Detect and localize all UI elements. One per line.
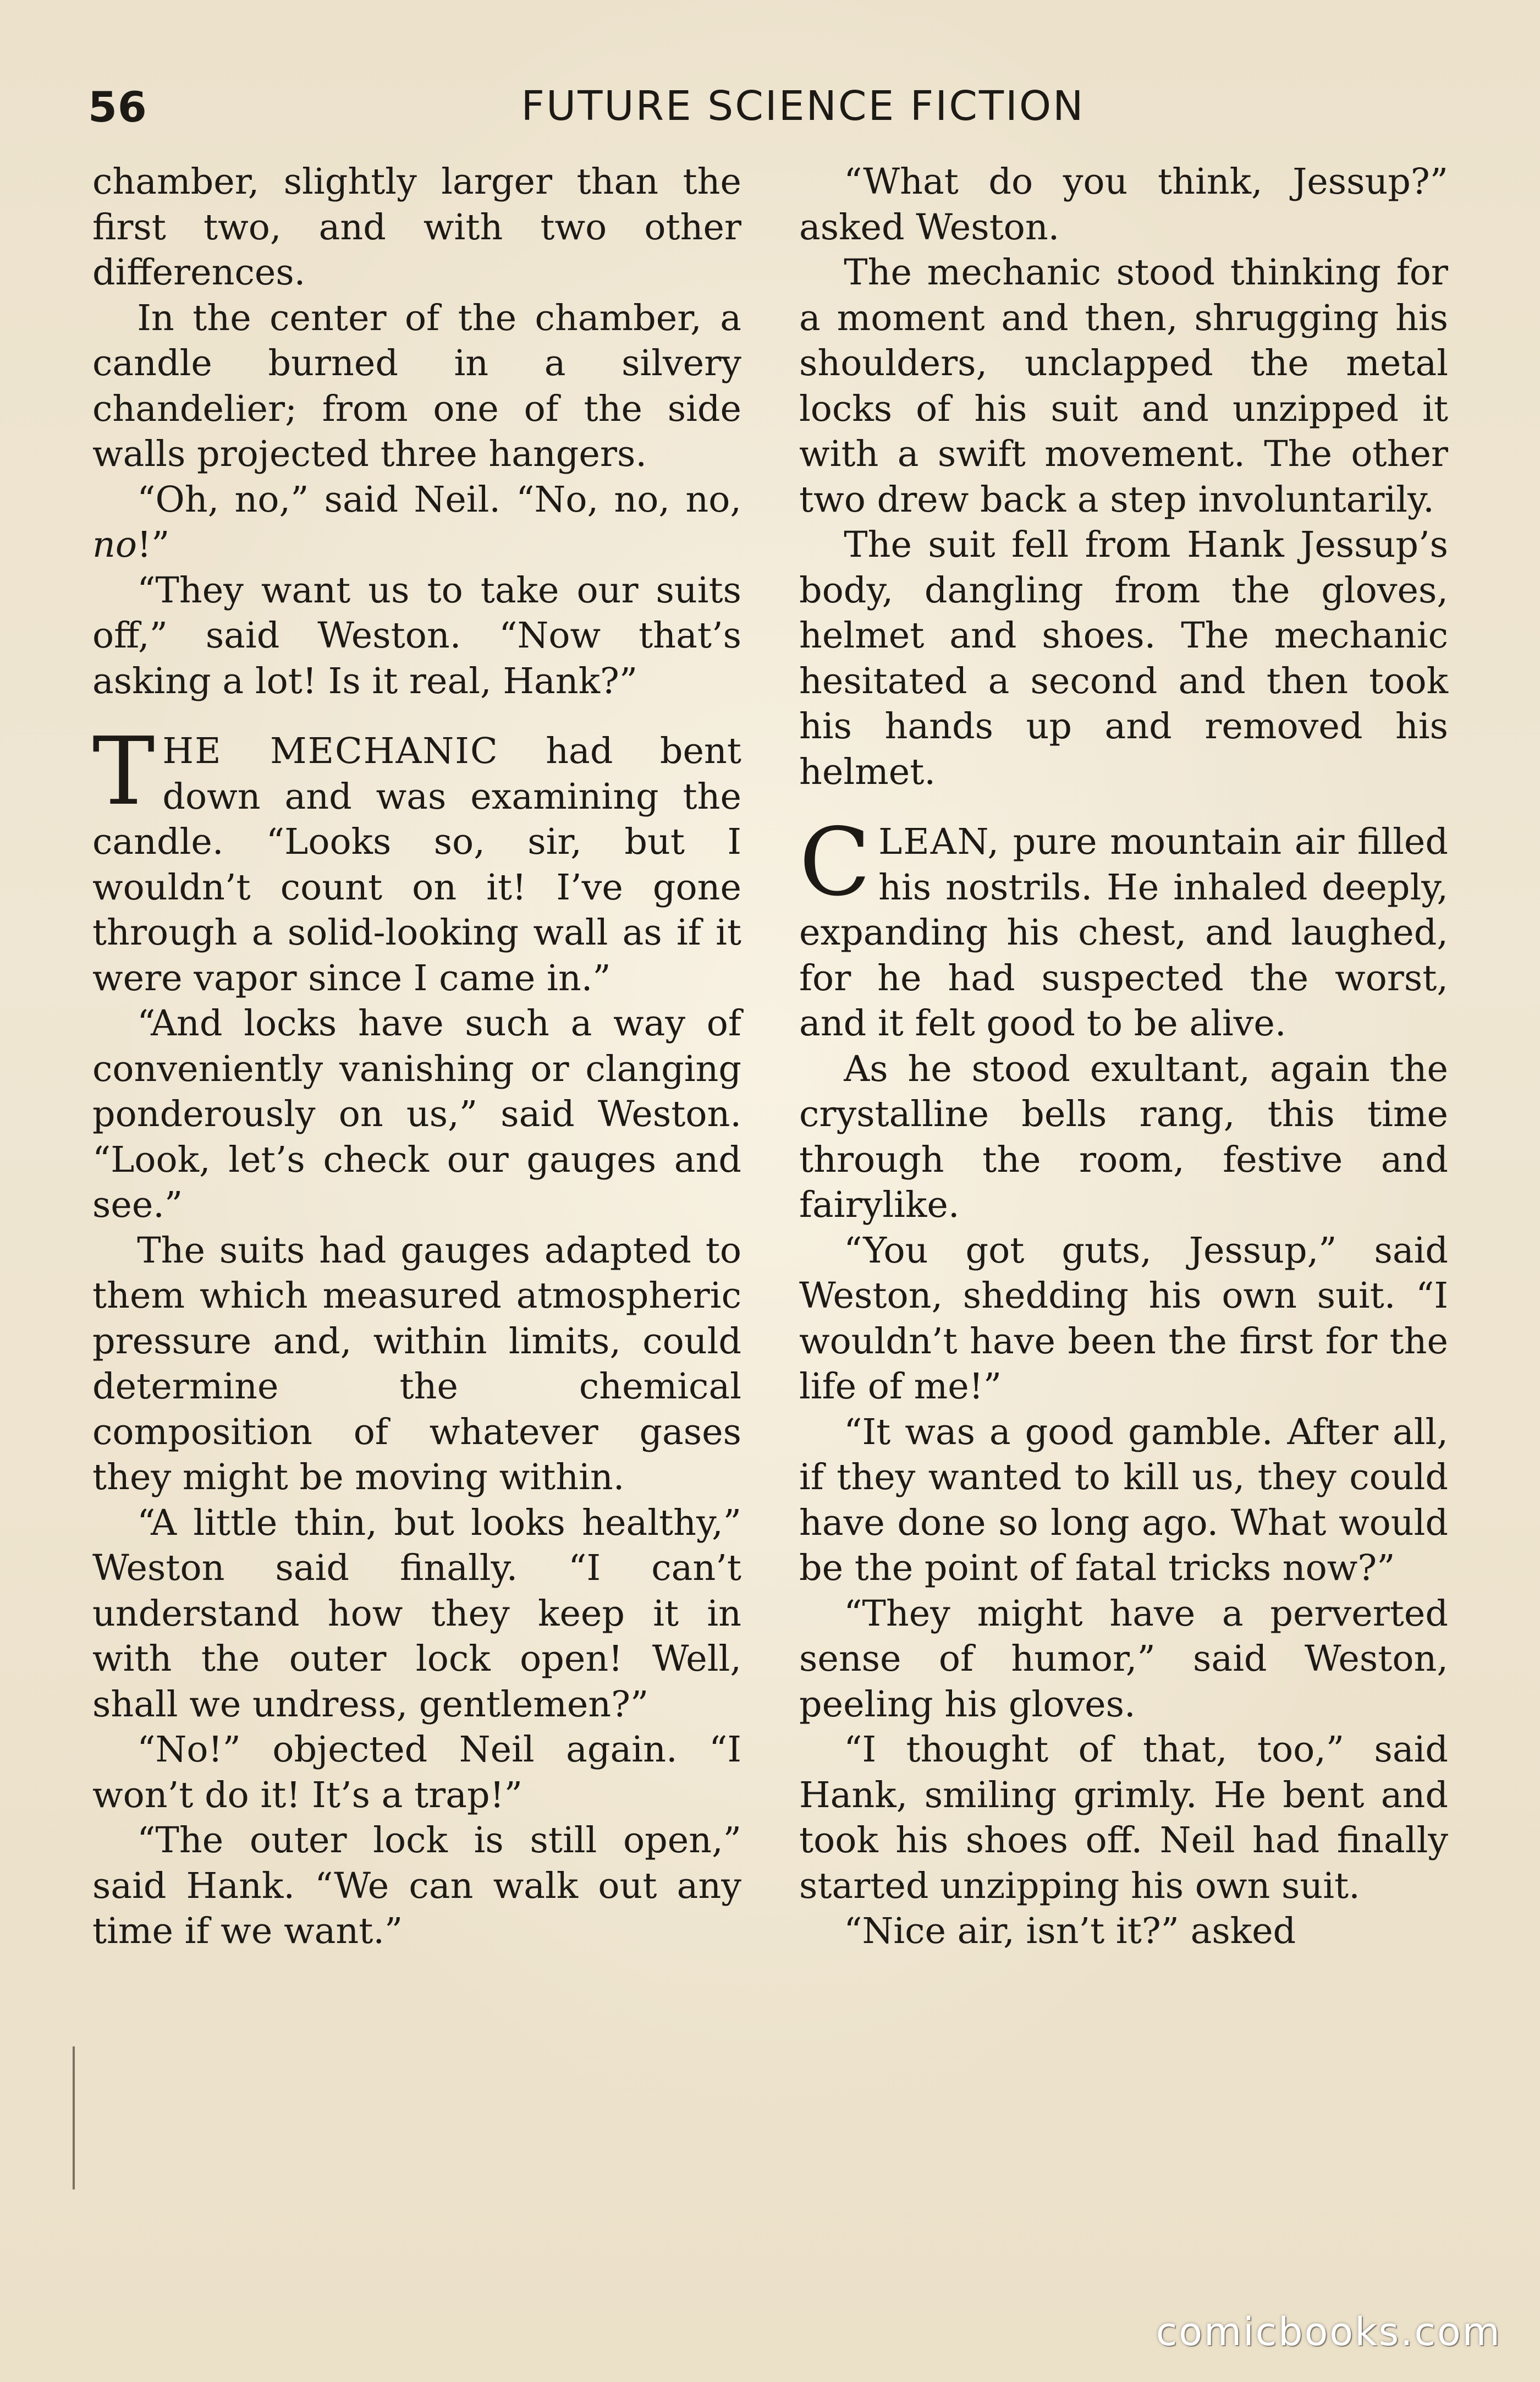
- paragraph-text: had bent down and was examining the candle. “Looks so, sir, but I wouldn’t count on it! I’ve gone through a solid-looking wall as if it were vapor since I came in.”: [92, 731, 741, 999]
- drop-cap: T: [92, 717, 155, 826]
- drop-cap: C: [799, 808, 871, 917]
- paragraph: chamber, slightly larger than the first two, and with two other differences.: [92, 161, 741, 293]
- text-column-right: [799, 160, 1448, 1955]
- binding-mark: [73, 2046, 75, 2189]
- paragraph: [92, 478, 741, 568]
- paragraph: “No!” objected Neil again. “I won’t do it! It’s a trap!”: [92, 1729, 741, 1816]
- paragraph-text-end: !”: [137, 524, 170, 566]
- section-opening-paragraph: [799, 808, 1448, 1047]
- paragraph: The suit fell from Hank Jessup’s body, dangling from the gloves, helmet and shoes. The mechanic hesitated a second and then took his hands up and removed his helmet.: [799, 524, 1448, 793]
- paragraph: In the center of the chamber, a candle burned in a silvery chandelier; from one of the side walls projected three hangers.: [92, 297, 741, 475]
- lead-in-caps: HE MECHANIC: [162, 731, 499, 772]
- paragraph: The mechanic stood thinking for a moment and then, shrugging his shoulders, unclapped the metal locks of his suit and unzipped it with a swift movement. The other two drew back a step involuntarily.: [799, 252, 1448, 520]
- page-header: [88, 83, 1452, 138]
- paragraph: “Nice air, isn’t it?” asked: [844, 1911, 1296, 1952]
- paragraph: “What do you think, Jessup?” asked Weston.: [799, 161, 1448, 248]
- paragraph: “I thought of that, too,” said Hank, smiling grimly. He bent and took his shoes off. Neil had finally started unzipping his own suit.: [799, 1729, 1448, 1907]
- paragraph: “They want us to take our suits off,” said Weston. “Now that’s asking a lot! Is it real, Hank?”: [92, 569, 741, 702]
- text-column-left: [92, 160, 741, 1955]
- page-number: 56: [88, 83, 147, 131]
- watermark-logo: comicbooks.com: [1156, 2309, 1502, 2354]
- emphasized-word: no: [92, 524, 137, 566]
- paragraph: “A little thin, but looks healthy,” Weston said finally. “I can’t understand how they keep it in with the outer lock open! Well, shall we undress, gentlemen?”: [92, 1502, 741, 1725]
- paragraph: “You got guts, Jessup,” said Weston, shedding his own suit. “I wouldn’t have been the first for the life of me!”: [799, 1230, 1448, 1407]
- paragraph: As he stood exultant, again the crystalline bells rang, this time through the room, festive and fairylike.: [799, 1048, 1448, 1226]
- paragraph: “And locks have such a way of conveniently vanishing or clanging ponderously on us,” said Weston. “Look, let’s check our gauges and see.”: [92, 1003, 741, 1226]
- paragraph: “They might have a perverted sense of humor,” said Weston, peeling his gloves.: [799, 1593, 1448, 1725]
- running-head-title: FUTURE SCIENCE FICTION: [521, 83, 1085, 130]
- paragraph: “The outer lock is still open,” said Hank. “We can walk out any time if we want.”: [92, 1820, 741, 1952]
- paragraph: “It was a good gamble. After all, if they wanted to kill us, they could have done so long ago. What would be the point of fatal tricks now?”: [799, 1411, 1448, 1589]
- paragraph-text: pure mountain air filled his nostrils. He inhaled deeply, expanding his chest, and laughed, for he had suspected the worst, and it felt good to be alive.: [799, 821, 1448, 1044]
- lead-in-caps: LEAN,: [878, 821, 1000, 863]
- paragraph: The suits had gauges adapted to them which measured atmospheric pressure and, within limits, could determine the chemical composition of whatever gases they might be moving within.: [92, 1230, 741, 1498]
- paragraph-text: “Oh, no,” said Neil. “No, no, no,: [137, 479, 741, 520]
- section-opening-paragraph: [92, 717, 741, 1001]
